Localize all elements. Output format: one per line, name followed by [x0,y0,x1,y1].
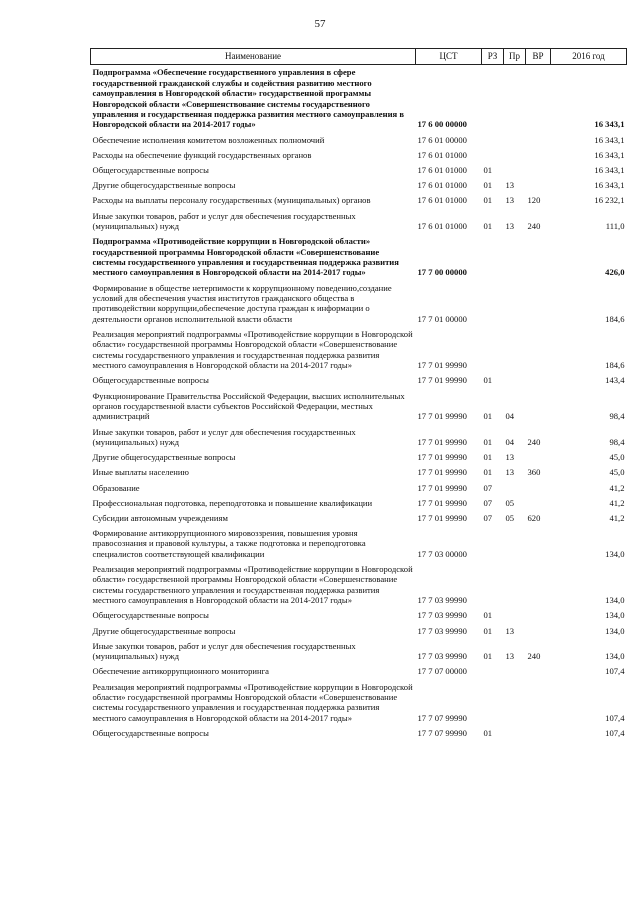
row-amount: 41,2 [609,497,625,508]
row-amount: 107,4 [605,728,625,739]
row-vr [526,450,551,465]
table-row [91,726,627,741]
row-name: Другие общегосударственные вопросы [92,625,236,636]
row-name: Формирование антикоррупционного мировоззрения, повышения уровня правосознания и правовой культуры, а также подготовка и переподготовка специалистов соответствующей квалификации [92,528,366,559]
row-cst: 17 6 01 01000 [417,220,467,231]
row-amount: 134,0 [605,610,625,621]
row-amount: 111,0 [605,220,625,231]
row-vr [526,132,551,147]
row-rz: 01 [483,610,493,621]
row-cst: 17 7 03 00000 [417,548,467,559]
row-name: Реализация мероприятий подпрограммы «Противодействие коррупции в Новгородской области» государственной программы Новгородской области «Совершенствование системы государственного управления и государственная поддержка развития местного самоуправления в Новгородской области на 2014-2017 годы» [92,681,413,723]
column-header-year: 2016 год [551,49,627,65]
row-vr [526,163,551,178]
row-name: Формирование в обществе нетерпимости к коррупционному поведению,создание условий для обеспечения участия институтов гражданского общества в противодействии коррупции,обеспечение доступа граждан к информации о деятельности органов исполнительной власти области [92,282,392,324]
table-row [91,638,627,664]
table-body [91,65,627,741]
column-header-cst: ЦСТ [416,49,482,65]
row-vr [526,679,551,725]
row-pr: 13 [505,651,515,662]
row-cst: 17 6 01 01000 [417,149,467,160]
row-amount: 134,0 [605,595,625,606]
row-pr [504,373,526,388]
row-pr: 05 [505,497,515,508]
row-cst: 17 7 01 99990 [417,360,467,371]
row-name: Реализация мероприятий подпрограммы «Противодействие коррупции в Новгородской области» государственной программы Новгородской области «Совершенствование системы государственного управления и государственная поддержка развития местного самоуправления в Новгородской области на 2014-2017 годы» [92,328,413,371]
row-rz: 01 [483,195,493,206]
budget-table [90,48,627,741]
row-cst: 17 7 07 99990 [417,712,467,723]
row-amount: 134,0 [605,548,625,559]
row-rz [482,562,504,608]
row-amount: 107,4 [605,712,625,723]
table-row [91,679,627,725]
row-pr: 04 [505,436,515,447]
row-name: Другие общегосударственные вопросы [92,452,236,463]
row-name: Обеспечение антикоррупционного мониторинга [92,666,269,677]
row-amount: 184,6 [605,360,625,371]
table-row [91,280,627,326]
row-name: Подпрограмма «Обеспечение государственного управления в сфере государственной гражданской службы и содействия развитию местного самоуправления в Новгородской области» государственной программы Новгородской области «Совершенствование системы государственного управления и государственная поддержка развития местного самоуправления в Новгородской области на 2014-2017 годы» [92,67,404,130]
table-row [91,608,627,623]
row-vr [526,280,551,326]
row-pr [504,132,526,147]
row-vr: 240 [527,651,541,662]
row-rz: 01 [483,436,493,447]
row-pr [504,526,526,562]
row-rz: 01 [483,728,493,739]
row-rz: 01 [483,375,493,386]
row-vr [526,234,551,280]
table-row [91,178,627,193]
row-rz [482,664,504,679]
row-rz: 01 [483,651,493,662]
row-name: Функционирование Правительства Российской Федерации, высших исполнительных органов государственной власти субъектов Российской Федерации, местных администраций [92,390,405,422]
row-name: Иные закупки товаров, работ и услуг для обеспечения государственных (муниципальных) нужд [92,210,356,231]
row-vr [526,388,551,424]
table-row [91,495,627,510]
table-row [91,623,627,638]
row-name: Образование [92,482,140,493]
table-row [91,526,627,562]
column-header-pr: Пр [504,49,526,65]
row-name: Общегосударственные вопросы [92,610,209,621]
row-vr [526,562,551,608]
row-rz [482,327,504,373]
row-cst: 17 7 00 00000 [417,267,467,278]
table-row [91,132,627,147]
table-row [91,147,627,162]
row-cst: 17 7 01 99990 [417,411,467,422]
row-vr [526,608,551,623]
row-rz [482,679,504,725]
row-pr [504,679,526,725]
row-rz [482,65,504,133]
table-row [91,65,627,133]
row-amount: 16 343,1 [594,164,625,175]
row-name: Реализация мероприятий подпрограммы «Противодействие коррупции в Новгородской области» государственной программы Новгородской области «Совершенствование системы государственного управления и государственная поддержка развития местного самоуправления в Новгородской области на 2014-2017 годы» [92,564,413,606]
row-vr [526,526,551,562]
row-rz: 01 [483,164,493,175]
row-amount: 16 232,1 [594,195,625,206]
column-header-name: Наименование [91,49,416,65]
row-amount: 45,0 [609,467,625,478]
column-header-rz: РЗ [482,49,504,65]
row-name: Общегосударственные вопросы [92,164,209,175]
row-vr [526,480,551,495]
row-amount: 98,4 [609,436,625,447]
table-row [91,465,627,480]
row-cst: 17 7 01 99990 [417,436,467,447]
row-pr: 13 [505,220,515,231]
row-rz: 07 [483,512,493,523]
row-rz [482,147,504,162]
row-vr [526,147,551,162]
row-amount: 45,0 [609,452,625,463]
row-name: Профессиональная подготовка, переподготовка и повышение квалификации [92,497,373,508]
row-cst: 17 6 01 01000 [417,195,467,206]
table-row [91,562,627,608]
row-pr [504,280,526,326]
row-rz: 01 [483,467,493,478]
row-pr [504,608,526,623]
row-cst: 17 7 07 99990 [417,728,467,739]
table-row [91,327,627,373]
row-pr [504,726,526,741]
table-row [91,208,627,234]
row-rz: 07 [483,497,493,508]
row-cst: 17 7 01 99990 [417,452,467,463]
row-name: Подпрограмма «Противодействие коррупции в Новгородской области» государственной программы Новгородской области «Совершенствование системы государственного управления и государственная поддержка развития местного самоуправления в Новгородской области на 2014-2017 годы» [92,236,399,278]
row-vr: 620 [527,512,541,523]
row-amount: 143,4 [605,375,625,386]
row-rz: 01 [483,220,493,231]
row-amount: 184,6 [605,313,625,324]
row-pr [504,147,526,162]
row-vr: 360 [527,467,541,478]
row-amount: 16 343,1 [594,119,625,130]
row-vr: 240 [527,220,541,231]
row-vr [526,664,551,679]
row-pr: 13 [505,625,515,636]
row-pr: 13 [505,180,515,191]
row-vr [526,178,551,193]
row-cst: 17 7 01 99990 [417,375,467,386]
row-vr [526,726,551,741]
row-cst: 17 7 01 00000 [417,313,467,324]
row-name: Общегосударственные вопросы [92,375,209,386]
table-row [91,388,627,424]
row-cst: 17 6 01 00000 [417,134,467,145]
row-rz: 01 [483,180,493,191]
table-row [91,234,627,280]
row-pr [504,327,526,373]
row-rz: 01 [483,452,493,463]
row-vr [526,623,551,638]
row-name: Общегосударственные вопросы [92,728,209,739]
table-row [91,193,627,208]
table-row [91,511,627,526]
row-pr [504,664,526,679]
row-name: Иные выплаты населению [92,467,189,478]
row-amount: 134,0 [605,651,625,662]
row-rz [482,526,504,562]
table-row [91,450,627,465]
row-cst: 17 7 07 00000 [417,666,467,677]
row-pr [504,562,526,608]
table-row [91,664,627,679]
row-rz: 07 [483,482,493,493]
table-row [91,163,627,178]
table-row [91,424,627,450]
row-vr: 120 [527,195,541,206]
row-vr [526,65,551,133]
row-amount: 16 343,1 [594,134,625,145]
row-name: Иные закупки товаров, работ и услуг для обеспечения государственных (муниципальных) нужд [92,426,356,447]
row-amount: 107,4 [605,666,625,677]
row-amount: 41,2 [609,482,625,493]
row-pr: 04 [505,411,515,422]
row-cst: 17 7 01 99990 [417,482,467,493]
row-amount: 134,0 [605,625,625,636]
row-name: Обеспечение исполнения комитетом возложенных полномочий [92,134,325,145]
row-pr: 13 [505,195,515,206]
row-pr [504,480,526,495]
row-pr [504,234,526,280]
row-amount: 41,2 [609,512,625,523]
row-name: Расходы на выплаты персоналу государственных (муниципальных) органов [92,195,371,206]
row-cst: 17 6 01 01000 [417,164,467,175]
row-pr: 13 [505,452,515,463]
row-pr: 05 [505,512,515,523]
row-name: Расходы на обеспечение функций государственных органов [92,149,312,160]
row-pr [504,163,526,178]
table-header-row [91,49,627,65]
page-number: 57 [314,18,326,30]
row-cst: 17 7 03 99990 [417,595,467,606]
row-vr: 240 [527,436,541,447]
row-pr [504,65,526,133]
row-amount: 16 343,1 [594,180,625,191]
row-rz [482,280,504,326]
row-cst: 17 7 03 99990 [417,651,467,662]
row-cst: 17 7 03 99990 [417,625,467,636]
row-cst: 17 7 01 99990 [417,497,467,508]
row-vr [526,495,551,510]
row-cst: 17 6 00 00000 [417,119,467,130]
row-rz [482,234,504,280]
table-row [91,373,627,388]
table-row [91,480,627,495]
row-pr: 13 [505,467,515,478]
row-amount: 98,4 [609,411,625,422]
row-name: Субсидии автономным учреждениям [92,512,228,523]
row-cst: 17 7 01 99990 [417,512,467,523]
row-rz: 01 [483,411,493,422]
row-name: Другие общегосударственные вопросы [92,180,236,191]
row-amount: 426,0 [605,267,625,278]
row-rz [482,132,504,147]
row-vr [526,327,551,373]
column-header-vr: ВР [526,49,551,65]
row-vr [526,373,551,388]
row-cst: 17 7 01 99990 [417,467,467,478]
row-name: Иные закупки товаров, работ и услуг для обеспечения государственных (муниципальных) нужд [92,640,356,662]
row-rz: 01 [483,625,493,636]
row-cst: 17 7 03 99990 [417,610,467,621]
row-amount: 16 343,1 [594,149,625,160]
row-cst: 17 6 01 01000 [417,180,467,191]
